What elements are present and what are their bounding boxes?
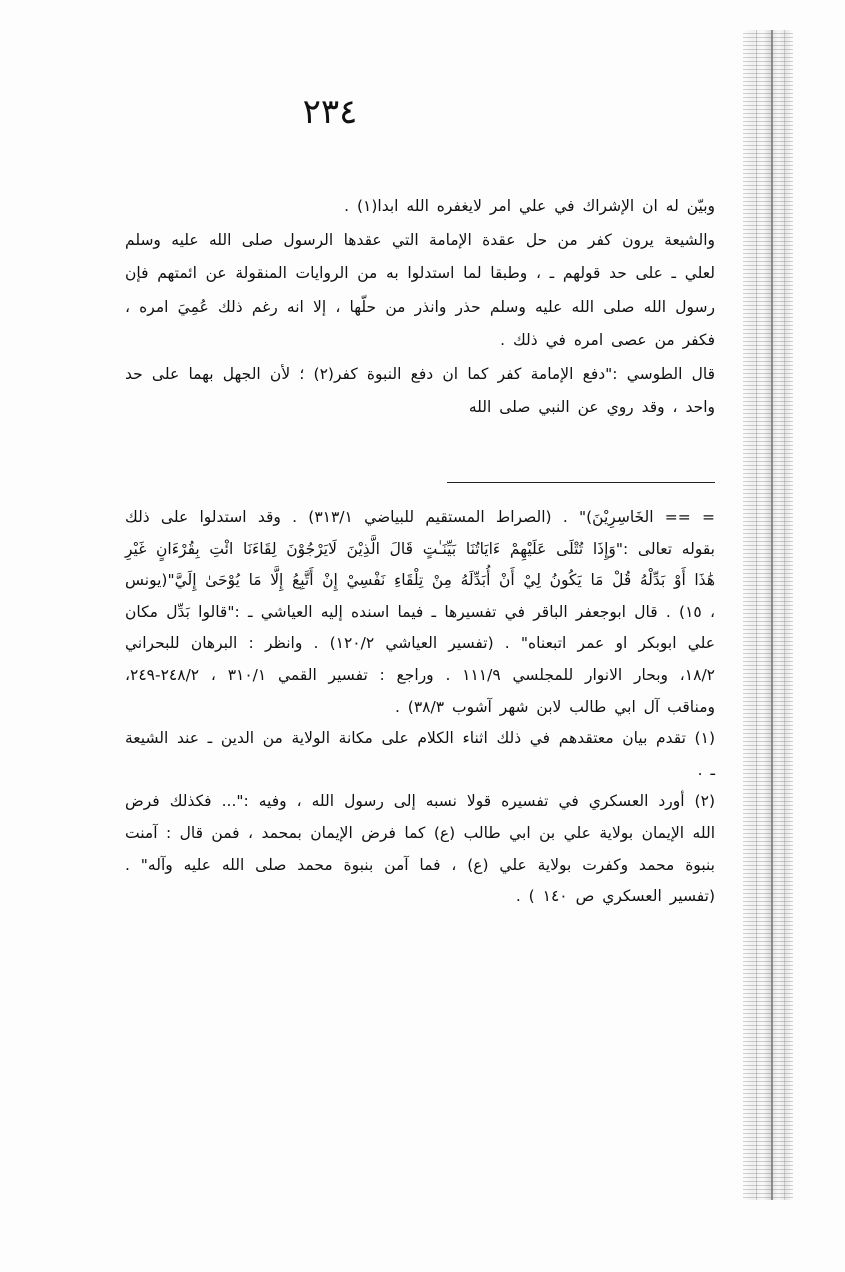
- page-number: ٢٣٤: [302, 92, 358, 132]
- footnote-separator: [447, 482, 715, 483]
- body-paragraph-3: قال الطوسي :"دفع الإمامة كفر كما ان دفع النبوة كفر(٢) ؛ لأن الجهل بهما على حد واحد ، وقد روي عن النبي صلى الله: [125, 364, 715, 416]
- main-body-text: [125, 190, 715, 425]
- body-paragraph-1: وبيّن له ان الإشراك في علي امر لايغفره الله ابدا(١) .: [344, 197, 715, 215]
- scan-binding-line: [784, 30, 785, 1200]
- scan-binding-edge: [743, 30, 793, 1200]
- footnote-continuation: = == الخَاسِرِيْنَ)" . (الصراط المستقيم للبياضي ٣١٣/١) . وقد استدلوا على ذلك بقوله تعالى :"وَإِذَا تُتْلَى عَلَيْهِمْ ءَايَاتُنَا بَيِّنَـٰتٍ قَالَ الَّذِيْنَ لَايَرْجُوْنَ لِقَاءَنَا ائْتِ بِقُرْءَانٍ غَيْرِ هَٰذَا أَوْ بَدِّلْهُ قُلْ مَا يَكُونُ لِيْ أَنْ أُبَدِّلَهُ مِنْ تِلْقَاءِ نَفْسِيْ إِنْ أَتَّبِعُ إِلَّا مَا يُوْحَىٰ إِلَيَّ"(يونس ، ١٥) . قال ابوجعفر الباقر في تفسيرها ـ فيما اسنده إليه العياشي ـ :"قالوا بَدِّل مكان علي ابوبكر او عمر اتبعناه" . (تفسير العياشي ١٢٠/٢) . وانظر : البرهان للبحراني ١٨/٢، وبحار الانوار للمجلسي ١١١/٩ . وراجع : تفسير القمي ٣١٠/١ ، ٢٤٨/٢-٢٤٩، ومناقب آل ابي طالب لابن شهر آشوب ٣٨/٣) .: [125, 508, 716, 716]
- scan-binding-line: [771, 30, 773, 1200]
- body-paragraph-2: والشيعة يرون كفر من حل عقدة الإمامة التي عقدها الرسول صلى الله عليه وسلم لعلي ـ على حد قولهم ـ ، وطبقا لما استدلوا به من الروايات المنقولة عن ائمتهم فإن رسول الله صلى الله عليه وسلم حذر وانذر من حلّها ، إلا انه رغم ذلك عُمِيَ امره ، فكفر من عصى امره في ذلك .: [125, 230, 715, 349]
- footnote-2: (٢) أورد العسكري في تفسيره قولا نسبه إلى رسول الله ، وفيه :"... فكذلك فرض الله الإيمان بولاية علي بن ابي طالب (ع) كما فرض الإيمان بمحمد ، فمن قال : آمنت بنبوة محمد وكفرت بولاية علي (ع) ، فما آمن بنبوة محمد صلى الله عليه وآله" . (تفسير العسكري ص ١٤٠ ) .: [125, 792, 715, 906]
- footnotes-block: [125, 502, 715, 913]
- scan-binding-line: [756, 30, 757, 1200]
- footnote-1: (١) تقدم بيان معتقدهم في ذلك اثناء الكلام على مكانة الولاية من الدين ـ عند الشيعة ـ .: [125, 729, 715, 779]
